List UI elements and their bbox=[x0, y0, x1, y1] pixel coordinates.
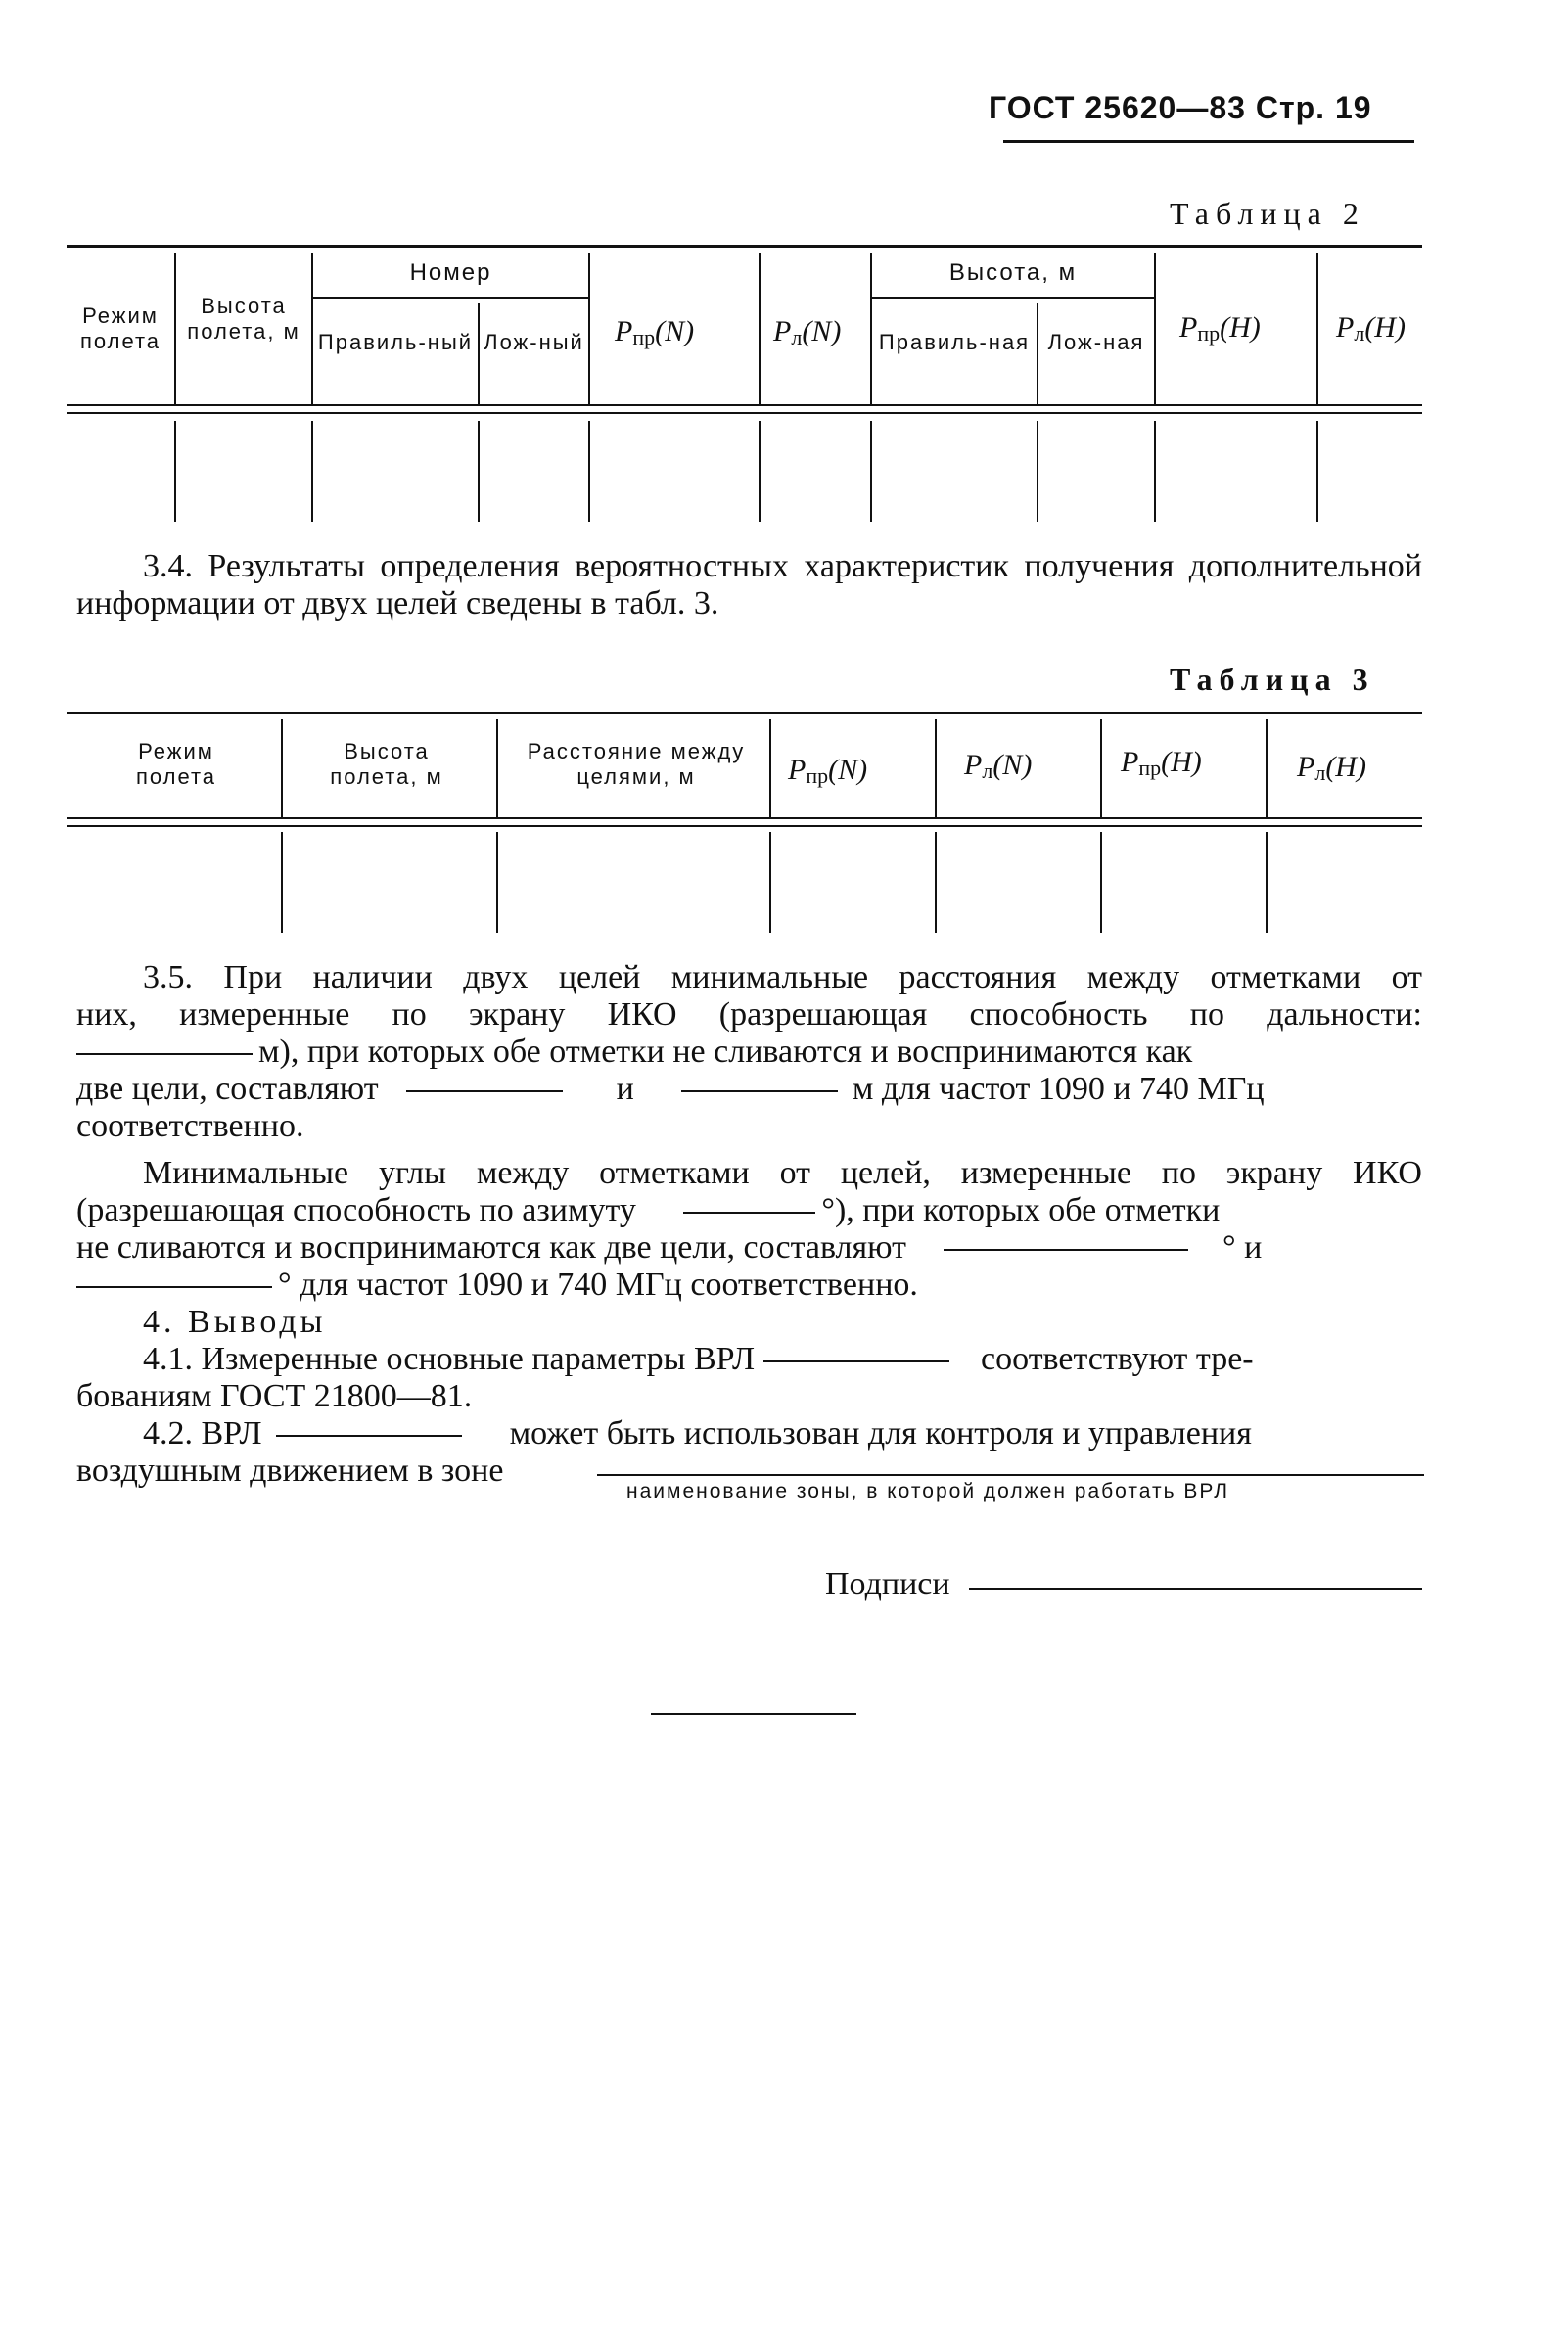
table3-vline bbox=[769, 832, 771, 933]
table3-top-rule bbox=[67, 712, 1422, 714]
table2-header-number-correct: Правиль-ный bbox=[317, 330, 474, 354]
p35-line4-b: и bbox=[616, 1071, 634, 1107]
table2-caption: Таблица 2 bbox=[1170, 196, 1365, 231]
table2-header-p-l-h: $P_л(H)$ bbox=[1336, 311, 1406, 346]
table3-header-rule-2 bbox=[67, 825, 1422, 827]
table2-header-number: Номер bbox=[409, 259, 492, 286]
table2-header-height: Высота полета, м bbox=[187, 294, 300, 345]
table2-header-height-correct: Правиль-ная bbox=[878, 330, 1031, 354]
table3-vline bbox=[1100, 719, 1102, 817]
p35-line4 bbox=[76, 1071, 1422, 1108]
table3-vline bbox=[281, 719, 283, 817]
table3-vline bbox=[1266, 719, 1268, 817]
table2-vline bbox=[311, 421, 313, 522]
p42-line2: воздушным движением в зоне bbox=[76, 1452, 504, 1489]
table3-vline bbox=[281, 832, 283, 933]
p42-b: может быть использован для контроля и управления bbox=[509, 1415, 1252, 1451]
angles-line3 bbox=[76, 1229, 1422, 1267]
angles-line4-text: ° для частот 1090 и 740 МГц соответственно. bbox=[278, 1267, 918, 1303]
angles-line3-b: ° и bbox=[1222, 1229, 1263, 1266]
table3-header-rule-1 bbox=[67, 817, 1422, 819]
table2-header-p-pr-h: $P_{пр}(H)$ bbox=[1179, 311, 1261, 346]
page-header: ГОСТ 25620—83 Стр. 19 bbox=[989, 90, 1372, 125]
table2-vline bbox=[588, 421, 590, 522]
table3-vline bbox=[935, 832, 937, 933]
table2-vline bbox=[1037, 421, 1038, 522]
table2-header-p-l-n: $P_л(N)$ bbox=[773, 315, 842, 349]
table3-header-p-l-h: $P_л(H)$ bbox=[1297, 751, 1366, 785]
table3-vline bbox=[769, 719, 771, 817]
table2-header-height-group: Высота, м bbox=[948, 259, 1078, 286]
table2-header-p-pr-n: $P_{пр}(N)$ bbox=[615, 315, 695, 349]
paragraph-3-4: 3.4. Результаты определения вероятностных характеристик получения дополнительной информации от двух целей сведены в табл. 3. bbox=[76, 548, 1422, 622]
vrl-type-blank-1[interactable] bbox=[763, 1360, 949, 1362]
table3-caption: Таблица 3 bbox=[1170, 662, 1375, 697]
angle-740-blank[interactable] bbox=[76, 1286, 272, 1288]
table2-vline bbox=[478, 421, 480, 522]
p41-line2: бованиям ГОСТ 21800—81. bbox=[76, 1378, 473, 1414]
table3-header-distance: Расстояние между целями, м bbox=[527, 739, 746, 790]
signatures-label: Подписи bbox=[825, 1566, 950, 1602]
p35-line5: соответственно. bbox=[76, 1108, 304, 1144]
p35-line4-a: две цели, составляют bbox=[76, 1071, 379, 1107]
table3-vline bbox=[1100, 832, 1102, 933]
table2-header-rule-2 bbox=[67, 412, 1422, 414]
table2-header-number-false: Лож-ный bbox=[484, 330, 584, 354]
header-rule bbox=[1003, 140, 1414, 143]
table2-vline bbox=[1154, 253, 1156, 404]
p42-a: 4.2. ВРЛ bbox=[143, 1415, 262, 1451]
table2-vline bbox=[174, 421, 176, 522]
table3-header-p-pr-h: $P_{пр}(H)$ bbox=[1121, 746, 1202, 780]
table3-vline bbox=[496, 832, 498, 933]
table3-vline bbox=[1266, 832, 1268, 933]
p35-line3-text: м), при которых обе отметки не сливаются и воспринимаются как bbox=[258, 1034, 1193, 1070]
angles-line1: Минимальные углы между отметками от целей, измеренные по экрану ИКО bbox=[143, 1155, 1422, 1191]
table2-vline bbox=[588, 253, 590, 404]
resolution-azimuth-blank[interactable] bbox=[683, 1212, 815, 1214]
distance-740-blank[interactable] bbox=[681, 1090, 838, 1092]
p35-line2: них, измеренные по экрану ИКО (разрешающая способность по дальности: bbox=[76, 996, 1422, 1033]
table2-header-rule-1 bbox=[67, 404, 1422, 406]
table3-header-p-pr-n: $P_{пр}(N)$ bbox=[788, 754, 868, 788]
p35-line3 bbox=[76, 1034, 1422, 1071]
p41-a: 4.1. Измеренные основные параметры ВРЛ bbox=[143, 1341, 756, 1377]
p41-line1 bbox=[143, 1341, 1422, 1378]
closing-rule bbox=[651, 1713, 856, 1715]
table2-number-group-rule bbox=[311, 297, 588, 299]
p42-line1 bbox=[143, 1415, 1422, 1452]
table2-header-mode: Режим полета bbox=[79, 303, 161, 354]
table2-vline bbox=[1154, 421, 1156, 522]
signatures-line[interactable] bbox=[969, 1588, 1422, 1590]
table2-height-group-rule bbox=[870, 297, 1154, 299]
table2-vline bbox=[870, 421, 872, 522]
table3-header-height: Высота полета, м bbox=[330, 739, 443, 790]
conclusions-title: 4. Выводы bbox=[143, 1304, 327, 1340]
angle-1090-blank[interactable] bbox=[944, 1249, 1188, 1251]
zone-blank-line[interactable] bbox=[597, 1474, 1424, 1476]
p35-line4-c: м для частот 1090 и 740 МГц bbox=[852, 1071, 1265, 1107]
table2-vline bbox=[759, 421, 761, 522]
resolution-range-blank[interactable] bbox=[76, 1053, 253, 1055]
vrl-type-blank-2[interactable] bbox=[276, 1435, 462, 1437]
angles-line2 bbox=[76, 1192, 1422, 1229]
angles-line2-a: (разрешающая способность по азимуту bbox=[76, 1192, 636, 1228]
table3-header-mode: Режим полета bbox=[135, 739, 217, 790]
table3-header-p-l-n: $P_л(N)$ bbox=[964, 749, 1033, 783]
table2-top-rule bbox=[67, 245, 1422, 248]
table2-vline bbox=[1316, 253, 1318, 404]
angles-line3-a: не сливаются и воспринимаются как две цели, составляют bbox=[76, 1229, 906, 1266]
angles-line4 bbox=[76, 1267, 1422, 1304]
zone-caption: наименование зоны, в которой должен работать ВРЛ bbox=[626, 1480, 1229, 1502]
p35-line1: 3.5. При наличии двух целей минимальные расстояния между отметками от bbox=[143, 959, 1422, 995]
p41-b: соответствуют тре- bbox=[981, 1341, 1254, 1377]
table2-header-height-false: Лож-ная bbox=[1047, 330, 1145, 354]
table3-vline bbox=[935, 719, 937, 817]
table2-vline bbox=[1316, 421, 1318, 522]
table2-vline bbox=[759, 253, 761, 404]
table3-vline bbox=[496, 719, 498, 817]
angles-line2-b: °), при которых обе отметки bbox=[821, 1192, 1221, 1228]
distance-1090-blank[interactable] bbox=[406, 1090, 563, 1092]
